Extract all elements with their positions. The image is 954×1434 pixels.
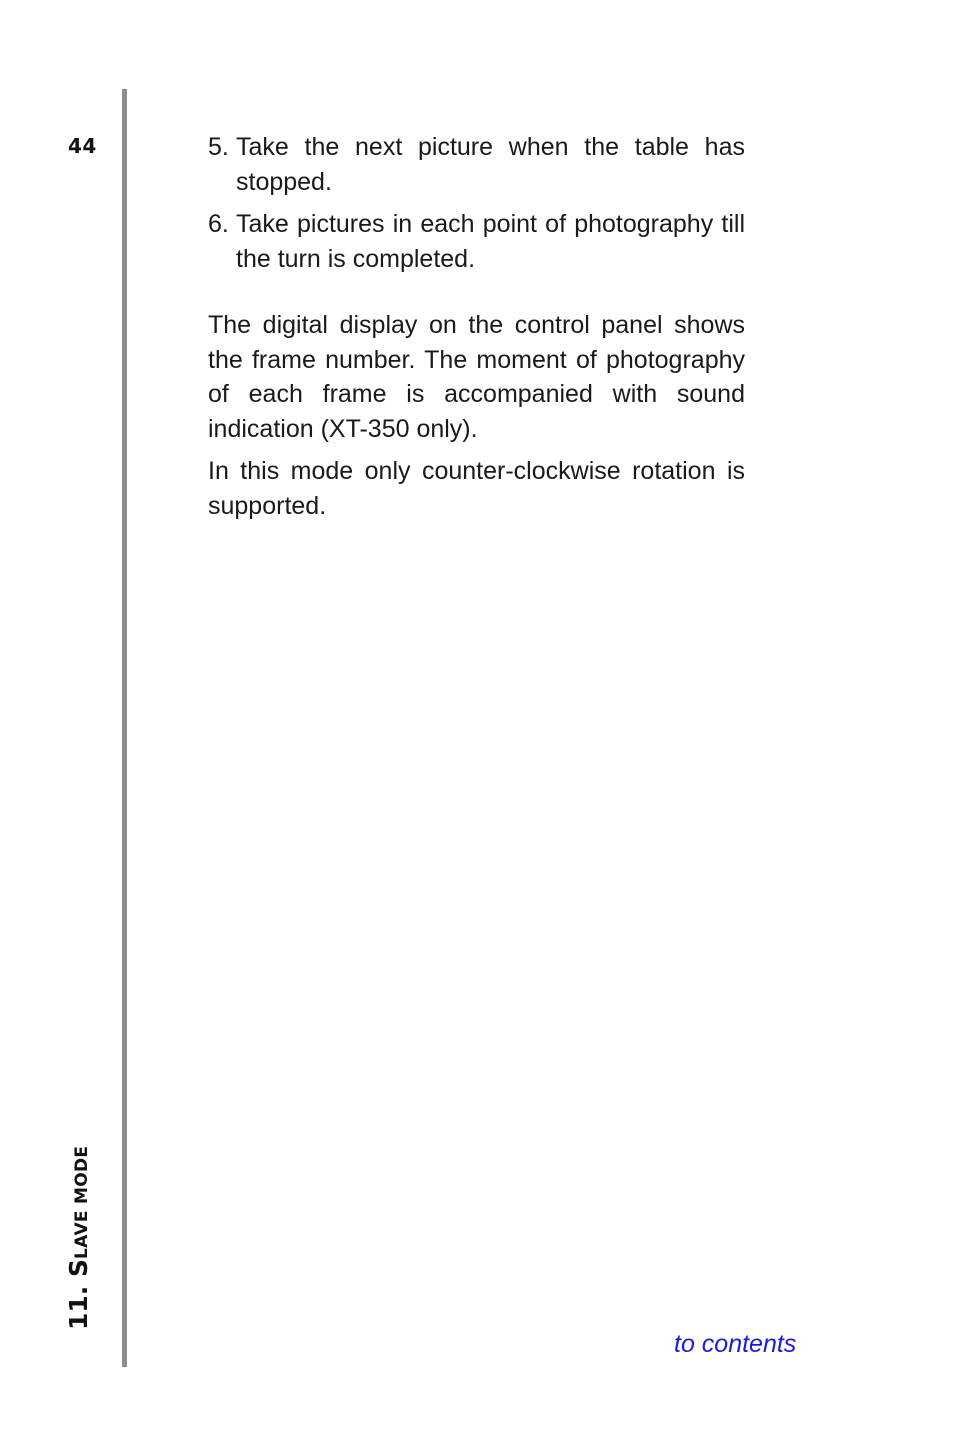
list-item-text: Take pictures in each point of photography till the turn is completed. bbox=[236, 210, 745, 273]
section-label bbox=[64, 1146, 97, 1330]
section-number: 11. bbox=[64, 1277, 93, 1330]
list-item-number: 6. bbox=[208, 210, 229, 238]
paragraph: The digital display on the control panel shows the frame number. The moment of photography of each frame is accompanied with sound indication (XT-350 only). bbox=[208, 311, 745, 443]
list-item-number: 5. bbox=[208, 133, 229, 161]
page-number: 44 bbox=[68, 134, 97, 158]
page-content bbox=[208, 130, 745, 531]
paragraph: In this mode only counter-clockwise rotation is supported. bbox=[208, 457, 745, 520]
list-item-text: Take the next picture when the table has stopped. bbox=[236, 133, 745, 196]
list-item bbox=[208, 207, 745, 276]
to-contents-link[interactable]: to contents bbox=[674, 1330, 797, 1358]
list-item bbox=[208, 130, 745, 199]
margin-rule bbox=[122, 89, 127, 1367]
section-rest: LAVE MODE bbox=[72, 1145, 92, 1259]
section-initial: S bbox=[64, 1258, 93, 1277]
